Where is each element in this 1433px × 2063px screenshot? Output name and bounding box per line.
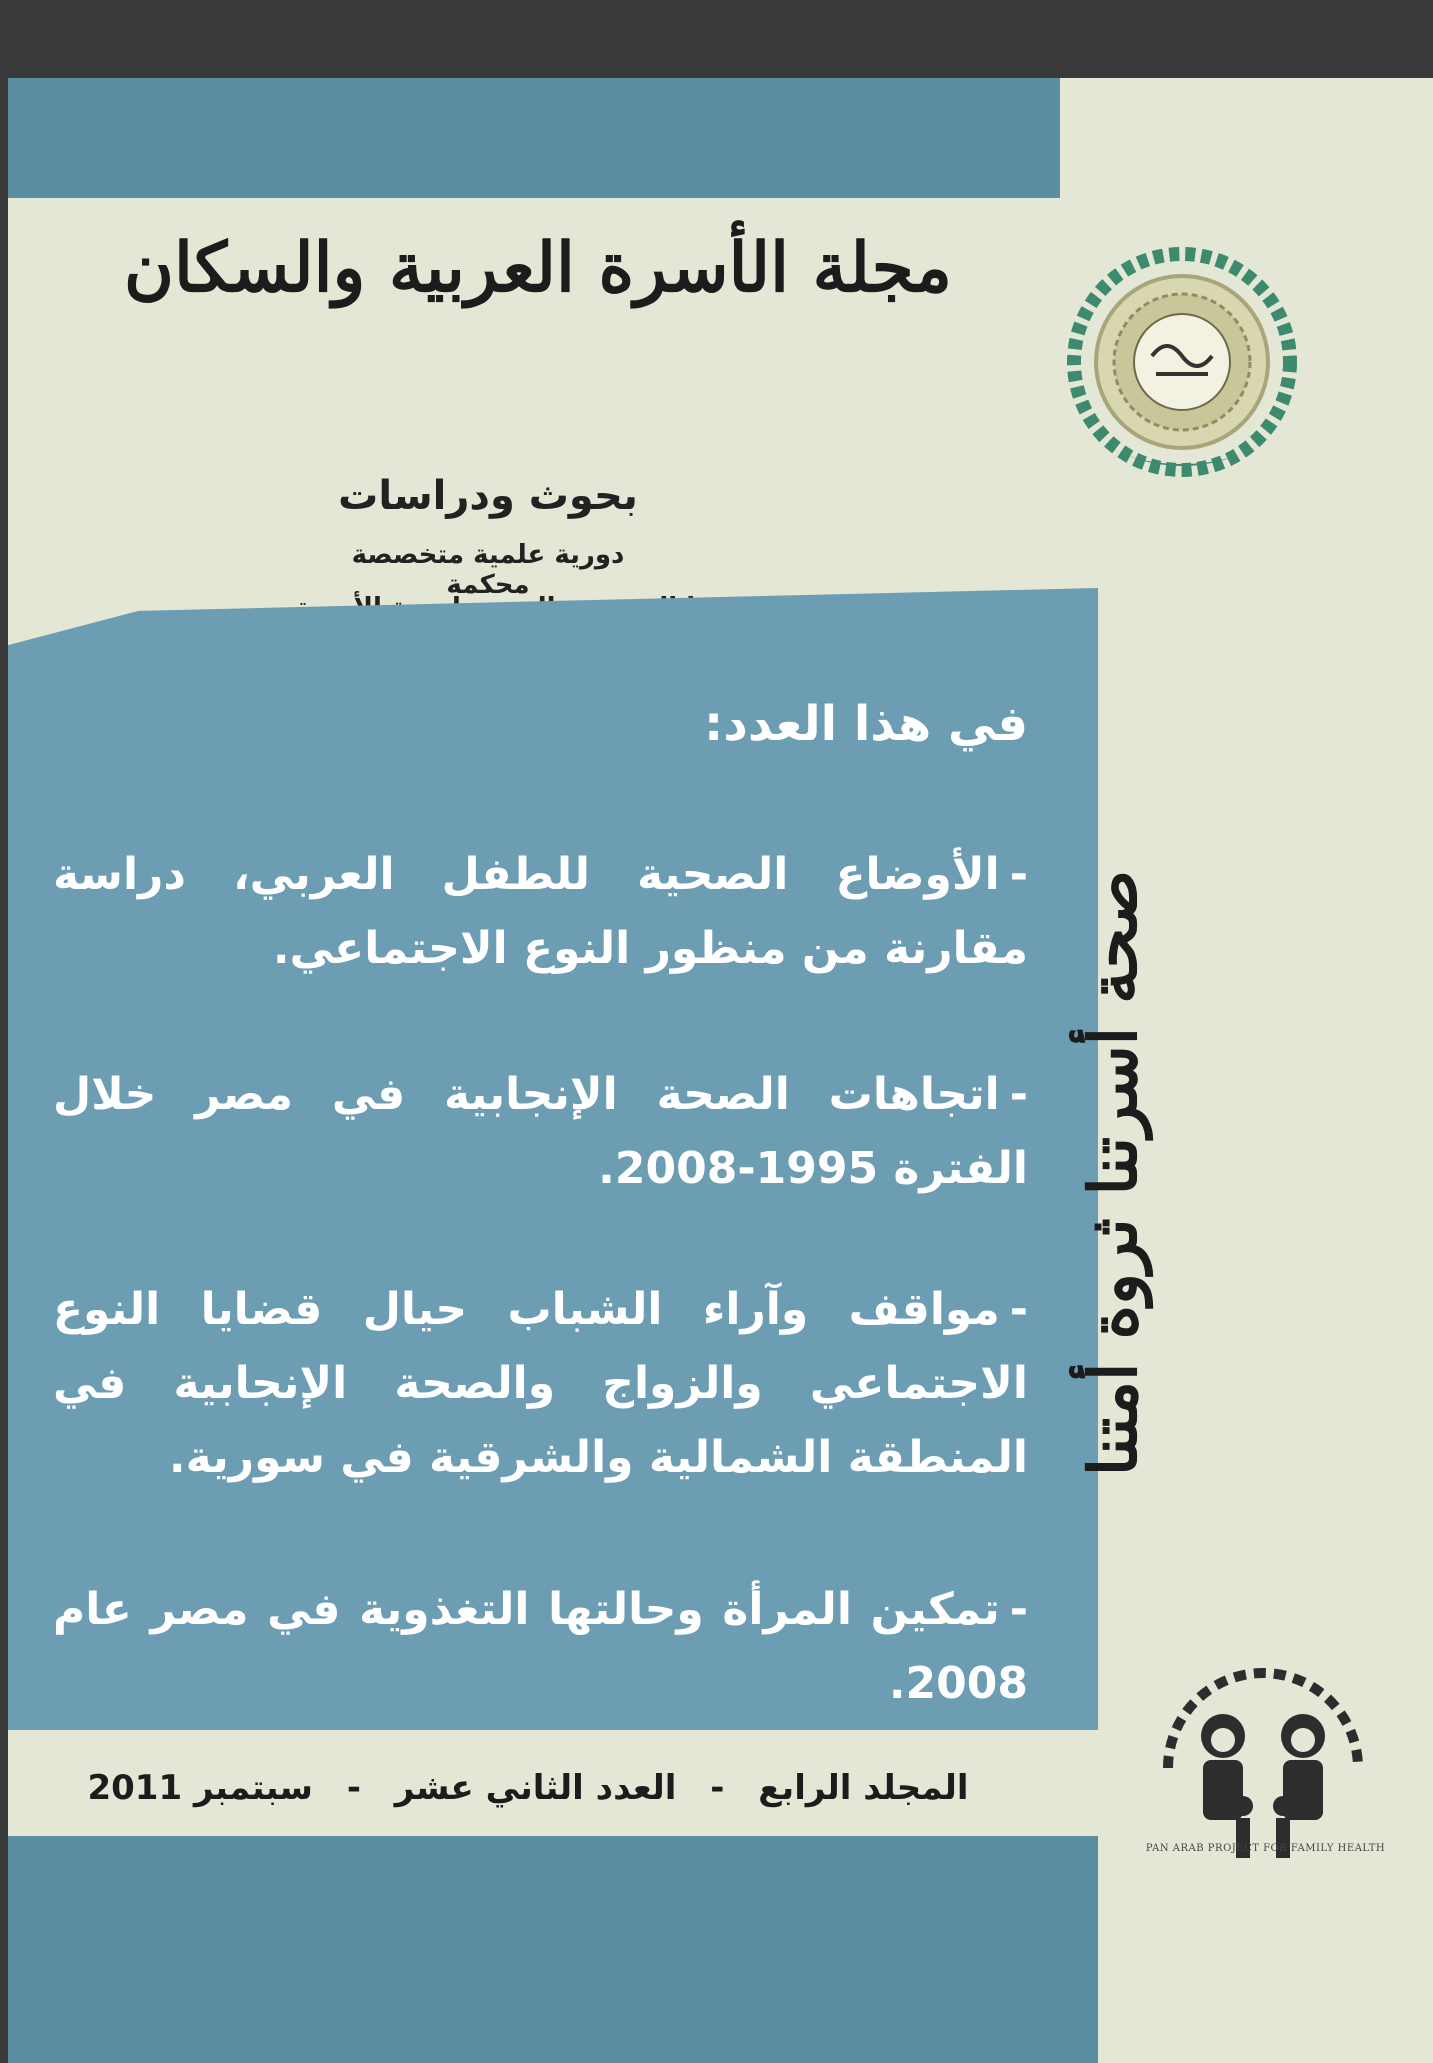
volume-label: المجلد الرابع [758,1768,969,1808]
journal-title: مجلة الأسرة العربية والسكان [124,228,952,308]
journal-description: دورية علمية متخصصة محكمة [351,540,625,600]
issue-separator: - [710,1768,725,1808]
article-item: -مواقف وآراء الشباب حيال قضايا النوع الاجتماعي والزواج والصحة الإنجابية في المنطقة الشمالية والشرقية في سورية. [53,1284,1028,1483]
arab-league-emblem-icon [1066,246,1298,478]
article-item: -الأوضاع الصحية للطفل العربي، دراسة مقارنة من منظور النوع الاجتماعي. [53,849,1028,974]
issue-number: العدد الثاني عشر [394,1768,677,1808]
issue-date: سبتمبر 2011 [87,1768,313,1808]
article-item: -تمكين المرأة وحالتها التغذوية في مصر عام 2008. [53,1584,1028,1709]
cover-slogan: صحة أسرتنا ثروة أمتنا [1074,869,1152,1477]
bottom-color-band [8,1836,1098,2063]
in-this-issue-heading: في هذا العدد: [704,696,1028,752]
issue-separator: - [346,1768,361,1808]
journal-cover [8,78,1433,2063]
article-item: -اتجاهات الصحة الإنجابية في مصر خلال الفترة 1995-2008. [53,1069,1028,1194]
article-bullet: - [1009,1069,1028,1120]
article-bullet: - [1009,1284,1028,1335]
family-health-logo-icon [1138,1618,1388,1878]
issue-info [48,1768,1008,1808]
project-caption: PAN ARAB PROJECT FOR FAMILY HEALTH [1145,1843,1386,1854]
top-color-band [8,78,1060,198]
journal-subtitle: بحوث ودراسات [338,473,638,519]
article-bullet: - [1009,849,1028,900]
article-bullet: - [1009,1584,1028,1635]
